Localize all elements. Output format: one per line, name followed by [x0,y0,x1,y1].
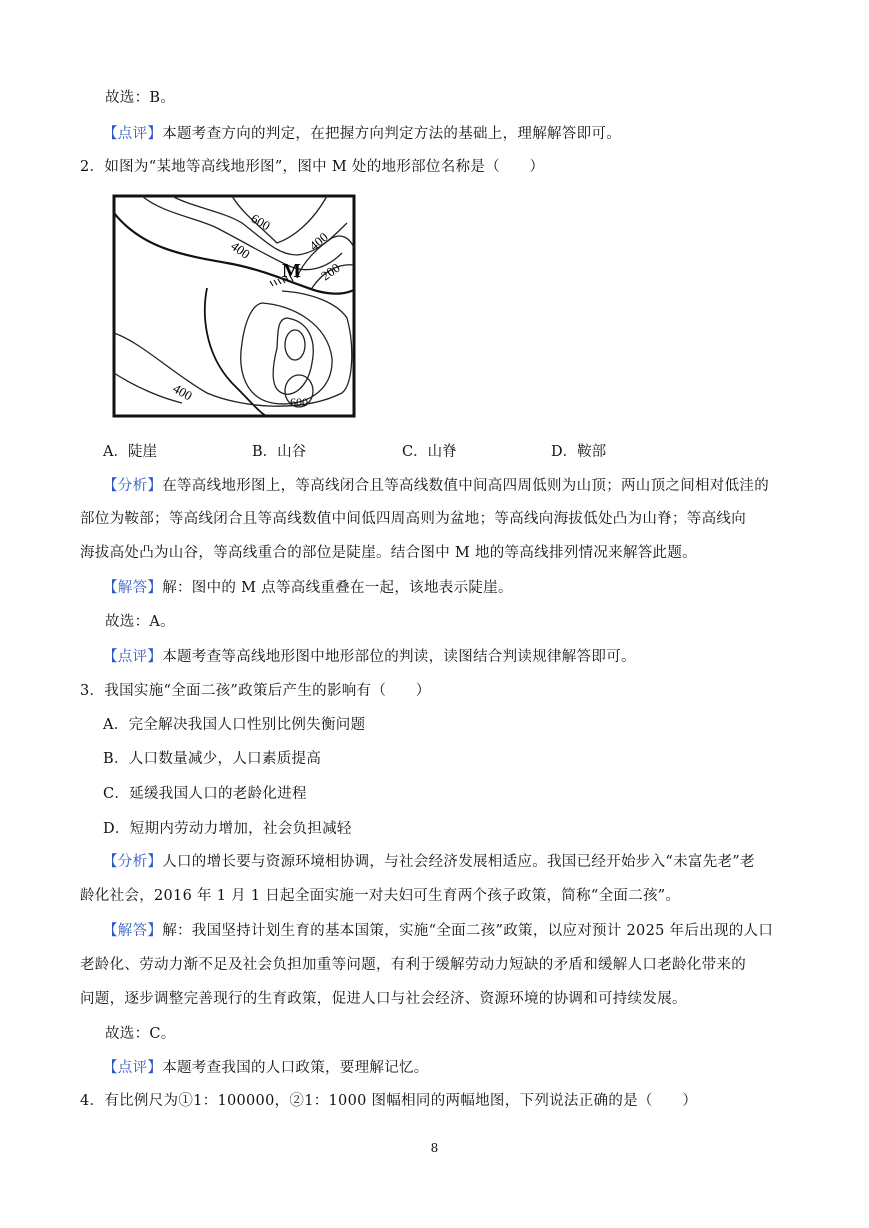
analysis-tag: 【分析】 [103,854,163,870]
q2-comment [103,647,636,667]
contour-line [114,373,182,403]
solution-tag: 【解答】 [103,923,163,939]
question-3-stem: 3．我国实施“全面二孩”政策后产生的影响有（ ） [80,683,431,699]
q3-option-c: C．延缓我国人口的老龄化进程 [103,786,307,802]
analysis-tag: 【分析】 [103,478,163,494]
q3-comment [103,1058,429,1078]
comment-tag: 【点评】 [103,1060,163,1076]
q1-comment [103,124,621,144]
question-2-stem: 2．如图为“某地等高线地形图”，图中 M 处的地形部位名称是（ ） [80,159,545,175]
comment-tag: 【点评】 [103,649,163,665]
option-c: C．山脊 [402,444,457,460]
q3-answer: 故选：C。 [105,1026,176,1042]
contour-label: 200 [318,259,343,284]
contour-line [273,318,313,394]
map-frame [114,196,354,416]
solution-tag: 【解答】 [103,580,163,596]
contour-label: 600 [248,210,273,234]
q2-analysis-line-2: 部位为鞍部；等高线闭合且等高线数值中间低四周高则为盆地；等高线向海拔低处凸为山脊；等高线向 [80,511,746,527]
q2-analysis-line-1 [103,476,769,496]
contour-map [112,193,356,419]
solution-text: 解：图中的 M 点等高线重叠在一起，该地表示陡崖。 [162,580,513,596]
comment-text: 本题考查我国的人口政策，要理解记忆。 [162,1060,429,1076]
q3-option-a: A．完全解决我国人口性别比例失衡问题 [103,717,366,733]
solution-text: 解：我国坚持计划生育的基本国策，实施“全面二孩”政策，以应对预计 2025 年后出现的人口 [162,923,774,939]
comment-text: 本题考查方向的判定，在把握方向判定方法的基础上，理解解答即可。 [162,126,621,142]
page-number: 8 [430,1141,439,1155]
q1-answer: 故选：B。 [105,90,176,106]
contour-label: 600 [290,395,308,409]
option-a: A．陡崖 [103,444,157,460]
option-d: D．鞍部 [551,444,607,460]
q2-analysis-line-3: 海拔高处凸为山谷，等高线重合的部位是陡崖。结合图中 M 地的等高线排列情况来解答此题。 [80,545,697,561]
analysis-text: 在等高线地形图上，等高线闭合且等高线数值中间高四周低则为山顶；两山顶之间相对低洼的 [162,478,769,494]
q3-option-b: B．人口数量减少，人口素质提高 [103,751,322,767]
q3-solution-line-3: 问题，逐步调整完善现行的生育政策，促进人口与社会经济、资源环境的协调和可持续发展。 [80,991,687,1007]
contour-label: 400 [170,380,195,404]
comment-tag: 【点评】 [103,126,163,142]
option-b: B．山谷 [252,444,307,460]
analysis-text: 人口的增长要与资源环境相协调，与社会经济发展相适应。我国已经开始步入“未富先老”老 [162,854,755,870]
q3-solution-line-2: 老龄化、劳动力渐不足及社会负担加重等问题，有利于缓解劳动力短缺的矛盾和缓解人口老龄化带来的 [80,957,746,973]
q3-solution-line-1 [103,921,773,941]
q2-solution [103,578,513,598]
contour-label: 400 [306,229,331,254]
q3-option-d: D．短期内劳动力增加，社会负担减轻 [103,821,352,837]
contour-line [285,330,305,360]
point-m-label: M [282,260,301,282]
q3-analysis-line-2: 龄化社会，2016 年 1 月 1 日起全面实施一对夫妇可生育两个孩子政策，简称“全面二孩”。 [80,888,681,904]
contour-line [114,291,352,406]
q3-analysis-line-1 [103,852,755,872]
question-4-stem: 4．有比例尺为①1：100000，②1：1000 图幅相同的两幅地图，下列说法正确的是（ ） [80,1093,698,1109]
contour-label: 400 [228,238,253,262]
q2-answer: 故选：A。 [105,614,175,630]
comment-text: 本题考查等高线地形图中地形部位的判读，读图结合判读规律解答即可。 [162,649,636,665]
